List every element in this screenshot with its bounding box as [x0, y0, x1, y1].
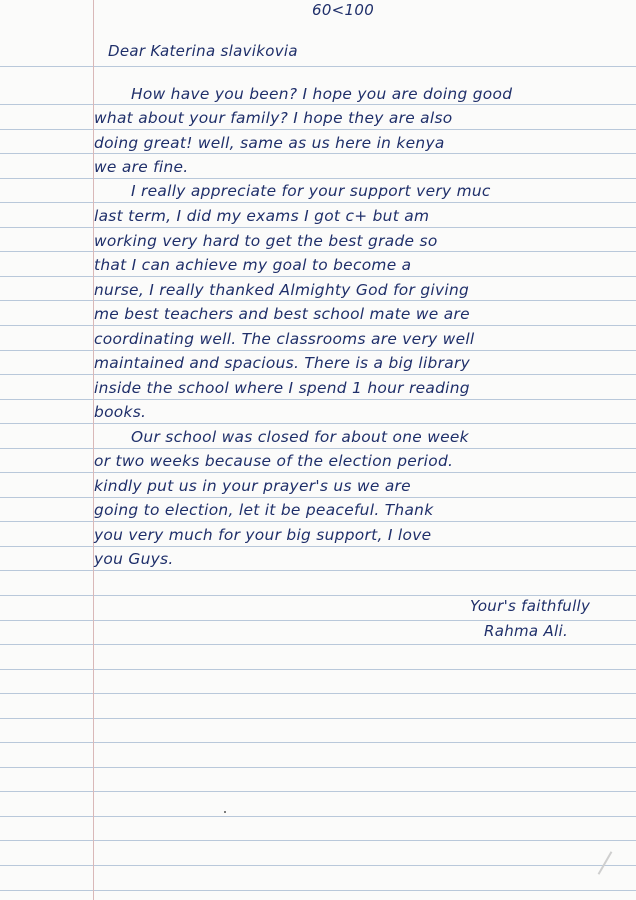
ruled-line	[0, 374, 636, 375]
ruled-line	[0, 227, 636, 228]
ruled-line	[0, 350, 636, 351]
ruled-line	[0, 497, 636, 498]
ruled-line	[0, 448, 636, 449]
ruled-line	[0, 718, 636, 719]
ruled-line	[0, 595, 636, 596]
closing: Your's faithfully	[470, 597, 591, 615]
body-line: going to election, let it be peaceful. Thank	[94, 501, 434, 519]
body-line: you very much for your big support, I love	[94, 526, 432, 544]
body-line: coordinating well. The classrooms are very well	[94, 330, 475, 348]
ruled-line	[0, 104, 636, 105]
body-line: maintained and spacious. There is a big library	[94, 354, 471, 372]
top-note: 60<100	[312, 1, 375, 19]
body-line: How have you been? I hope you are doing good	[131, 85, 513, 103]
body-line: we are fine.	[94, 158, 189, 176]
body-line: nurse, I really thanked Almighty God for giving	[94, 281, 470, 299]
body-line: doing great! well, same as us here in kenya	[94, 134, 445, 152]
ruled-line	[0, 546, 636, 547]
ruled-line	[0, 178, 636, 179]
body-line: I really appreciate for your support very muc	[131, 182, 491, 200]
ruled-line	[0, 742, 636, 743]
body-line: what about your family? I hope they are also	[94, 109, 453, 127]
ruled-line	[0, 865, 636, 866]
header-rule	[0, 66, 636, 67]
ruled-line	[0, 129, 636, 130]
body-line: that I can achieve my goal to become a	[94, 256, 412, 274]
fold-mark	[598, 851, 613, 875]
ruled-line	[0, 202, 636, 203]
ruled-line	[0, 767, 636, 768]
body-line: last term, I did my exams I got c+ but am	[94, 207, 430, 225]
ruled-line	[0, 620, 636, 621]
ruled-line	[0, 300, 636, 301]
ruled-line	[0, 570, 636, 571]
ruled-line	[0, 153, 636, 154]
ruled-line	[0, 816, 636, 817]
body-line: kindly put us in your prayer's us we are	[94, 477, 411, 495]
ruled-line	[0, 669, 636, 670]
body-line: or two weeks because of the election period.	[94, 452, 454, 470]
body-line: Our school was closed for about one week	[131, 428, 469, 446]
ruled-line	[0, 472, 636, 473]
ruled-line	[0, 423, 636, 424]
ruled-line	[0, 521, 636, 522]
ruled-line	[0, 251, 636, 252]
body-line: me best teachers and best school mate we are	[94, 305, 470, 323]
ruled-line	[0, 840, 636, 841]
signature: Rahma Ali.	[484, 622, 569, 640]
salutation: Dear Katerina slavikovia	[108, 42, 298, 60]
body-line: you Guys.	[94, 550, 174, 568]
ink-speck	[224, 811, 226, 813]
ruled-line	[0, 890, 636, 891]
ruled-line	[0, 644, 636, 645]
ruled-line	[0, 325, 636, 326]
ruled-line	[0, 791, 636, 792]
ruled-line	[0, 276, 636, 277]
body-line: books.	[94, 403, 147, 421]
ruled-line	[0, 399, 636, 400]
ruled-line	[0, 693, 636, 694]
body-line: working very hard to get the best grade so	[94, 232, 438, 250]
body-line: inside the school where I spend 1 hour reading	[94, 379, 470, 397]
